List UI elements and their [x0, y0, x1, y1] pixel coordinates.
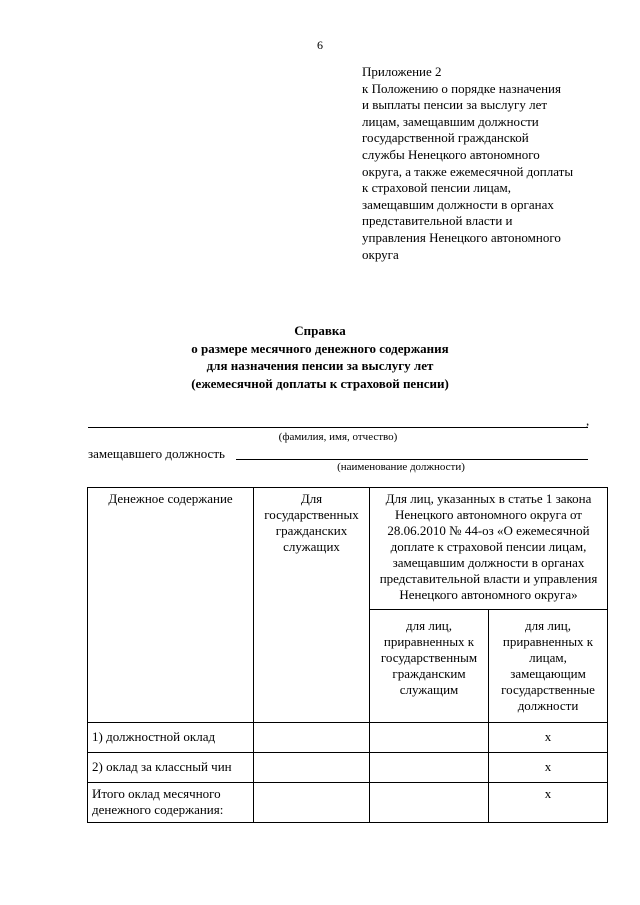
sub-col-equated-civil: для лиц, приравненных к государственным гражданским служащим — [370, 610, 489, 723]
document-title — [0, 322, 640, 392]
name-caption: (фамилия, имя, отчество) — [278, 431, 398, 443]
table-cell[interactable] — [370, 723, 489, 753]
table-cell[interactable] — [254, 723, 370, 753]
appendix-line: округа — [362, 246, 399, 262]
table-cell[interactable] — [254, 753, 370, 783]
appendix-line: к Положению о порядке назначения — [362, 80, 561, 96]
appendix-line: лицам, замещавшим должности — [362, 113, 539, 129]
appendix-line: округа, а также ежемесячной доплаты — [362, 163, 574, 179]
table-row — [88, 783, 608, 823]
table-header-row — [88, 488, 608, 610]
appendix-line: государственной гражданской — [362, 130, 529, 146]
table-cell[interactable] — [254, 783, 370, 823]
page-number: 6 — [317, 38, 323, 52]
salary-table — [87, 487, 608, 823]
table-cell[interactable] — [370, 753, 489, 783]
table-cell[interactable] — [370, 783, 489, 823]
table-row — [88, 753, 608, 783]
appendix-line: замещавшим должности в органах — [362, 196, 554, 212]
position-caption: (наименование должности) — [337, 461, 465, 473]
table-cell: х — [489, 753, 608, 783]
name-fill-line[interactable] — [88, 427, 588, 428]
appendix-note — [362, 64, 612, 263]
title-line-1: Справка — [294, 323, 346, 338]
row-label: 2) оклад за классный чин — [88, 753, 254, 783]
appendix-line: к страховой пенсии лицам, — [362, 180, 511, 196]
title-line-3: для назначения пенсии за выслугу лет — [206, 358, 434, 373]
appendix-line: представительной власти и — [362, 213, 513, 229]
appendix-line: управления Ненецкого автономного — [362, 229, 561, 245]
name-trailing-comma: , — [586, 413, 590, 428]
col-header-civil-servants: Для государственных гражданских служащих — [254, 488, 370, 723]
position-fill-line[interactable] — [236, 459, 588, 460]
row-label: 1) должностной оклад — [88, 723, 254, 753]
table-cell: х — [489, 783, 608, 823]
position-label: замещавшего должность — [88, 446, 225, 461]
sub-col-equated-state: для лиц, приравненных к лицам, замещающим государственные должности — [489, 610, 608, 723]
title-line-2: о размере месячного денежного содержания — [191, 340, 449, 356]
col-header-article-1: Для лиц, указанных в статье 1 закона Ненецкого автономного округа от 28.06.2010 № 44-оз «О ежемесячной доплате к страховой пенсии лицам, замещавшим должности в органах представительной власти и управления Ненецкого автономного округа» — [370, 488, 608, 610]
appendix-line: и выплаты пенсии за выслугу лет — [362, 97, 548, 113]
row-label: Итого оклад месячного денежного содержания: — [88, 783, 254, 823]
title-line-4: (ежемесячной доплаты к страховой пенсии) — [191, 375, 449, 391]
col-header-salary: Денежное содержание — [88, 488, 254, 723]
table-cell: х — [489, 723, 608, 753]
appendix-line: службы Ненецкого автономного — [362, 146, 540, 162]
table-row — [88, 723, 608, 753]
appendix-heading: Приложение 2 — [362, 64, 442, 79]
